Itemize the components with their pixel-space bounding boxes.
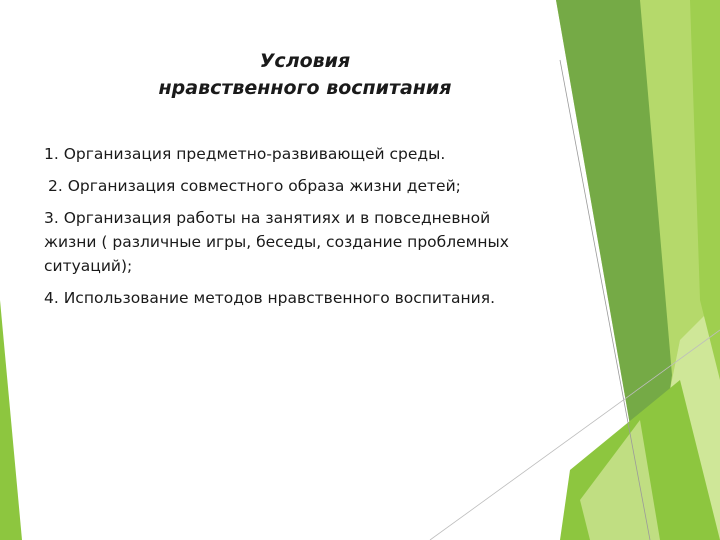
list-item: 4. Использование методов нравственного воспитания. [44, 289, 495, 307]
list-item: 3. Организация работы на занятиях и в повседневной жизни ( различные игры, беседы, создание проблемных ситуаций); [44, 209, 509, 275]
list-item: 1. Организация предметно-развивающей среды. [44, 145, 446, 163]
list-item: 2. Организация совместного образа жизни детей; [48, 177, 461, 195]
conditions-list [44, 142, 524, 318]
title-line-1: Условия [259, 50, 351, 72]
slide-title [100, 48, 510, 102]
title-line-2: нравственного воспитания [158, 77, 452, 99]
decor-shape-left [0, 300, 22, 540]
